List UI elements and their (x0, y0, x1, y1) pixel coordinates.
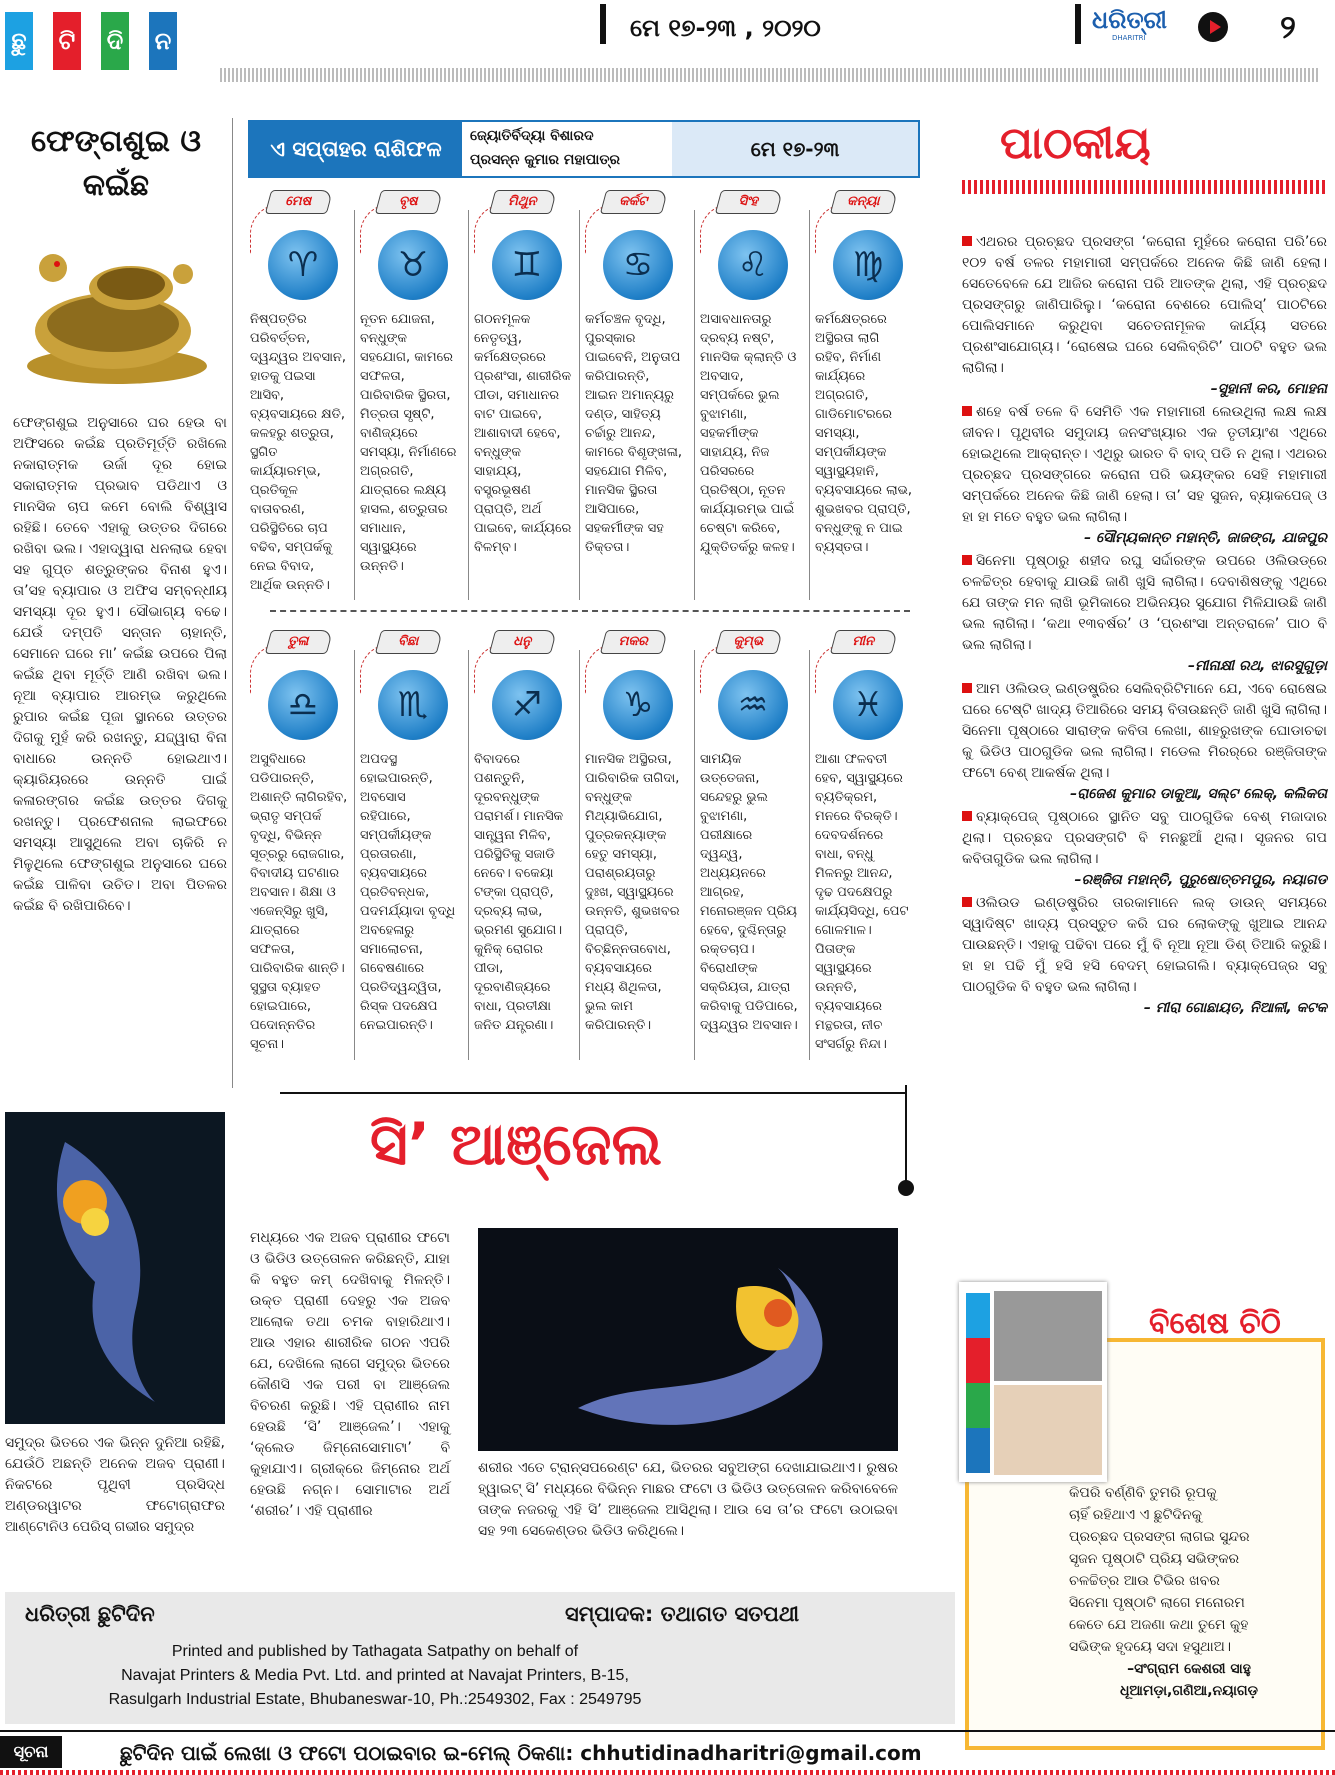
zodiac-forecast: ଅସାବଧାନତାରୁ ଦ୍ରବ୍ୟ ନଷ୍ଟ, ମାନସିକ କ୍ଲାନ୍ତି ଓ ଅବସାଦ, ସମ୍ପର୍କରେ ଭୁଲ ବୁଝାମଣା, ସହକର୍ମୀଙ୍କ ସାହାଯ୍ୟ, ନିଜ ପରିସରରେ ପ୍ରତିଷ୍ଠା, ନୂତନ କାର୍ଯ୍ୟାରମ୍ଭ ପାଇଁ ଚେଷ୍ଟା କରିବେ, ଯୁକ୍ତିତର୍କରୁ କଳହ। (700, 312, 797, 555)
masthead (0, 0, 1335, 70)
zodiac-symbol-icon: ♑ (603, 670, 673, 740)
zodiac-column-divider (354, 210, 355, 600)
brand-logo: ଧରିତ୍ରୀ (1092, 6, 1167, 34)
zodiac-sign-8 (360, 630, 470, 770)
poem-line: କେତେ ଯେ ଅଜଣା କଥା ତୁମେ କୁହ (1069, 1617, 1249, 1633)
imprint-line: Navajat Printers & Media Pvt. Ltd. and printed at Navajat Printers, B-15, (121, 1667, 629, 1684)
poem-line: ସଭିଙ୍କ ହୃଦୟେ ସଦା ହସୁଥାଅ। (1069, 1639, 1232, 1655)
issue-date: ମେ ୧୭-୨୩ , ୨୦୨୦ (630, 14, 821, 42)
zodiac-name: ମେଷ (265, 190, 333, 214)
zodiac-name: କୁମ୍ଭ (715, 630, 783, 654)
footer-brand: ଧରିତ୍ରୀ ଛୁଟିଦିନ (25, 1602, 155, 1626)
zodiac-sign-12 (815, 630, 925, 770)
special-letter-title: ବିଶେଷ ଚିଠି (1149, 1306, 1281, 1341)
letter-6-by: – ମୀରା ଗୋଛାୟତ, ନିଆଳୀ, କଟକ (1143, 1000, 1327, 1016)
bullet-icon (962, 897, 972, 907)
zodiac-symbol-icon: ♎ (268, 670, 338, 740)
footer-editor: ସମ୍ପାଦକ: ତଥାଗତ ସତପଥୀ (565, 1602, 800, 1626)
zodiac-sign-4 (585, 190, 695, 330)
special-poem (1069, 1482, 1309, 1702)
notice-label: ସୂଚନା (0, 1736, 62, 1768)
zodiac-column-divider (468, 210, 469, 600)
poem-line: ସୃଜନ ପୃଷ୍ଠାଟି ପ୍ରିୟ ସଭିଙ୍କର (1069, 1551, 1240, 1567)
zodiac-sign-2 (360, 190, 470, 330)
zodiac-forecast: ଅପଦସ୍ଥ ହୋଇପାରନ୍ତି, ଅବସୋସ ରହିପାରେ, ସମ୍ପର୍କୀୟଙ୍କ ପ୍ରତାରଣା, ବ୍ୟବସାୟରେ ପ୍ରତିବନ୍ଧକ, ପଦମର୍ଯ୍ୟାଦା ବୃଦ୍ଧି ଅବହେଳାରୁ ସମାଲୋଚନା, ଗବେଷଣାରେ ପ୍ରତିଦ୍ୱନ୍ଦ୍ୱିତା, ରିସ୍କ ପଦକ୍ଷେପ ନେଇପାରନ୍ତି। (360, 752, 456, 1033)
bullet-icon (962, 683, 972, 693)
zodiac-name: ମକର (600, 630, 668, 654)
horoscope-title: ଏ ସପ୍ତାହର ରାଶିଫଳ (250, 122, 462, 176)
zodiac-forecast: ନିଷ୍ପତ୍ତିର ପରିବର୍ତ୍ତନ, ଦ୍ୱନ୍ଦ୍ୱର ଅବସାନ, ହାତକୁ ପଇସା ଆସିବ, ବ୍ୟବସାୟରେ କ୍ଷତି, କଳହରୁ ଶତ୍ରୁତା, ସ୍ଥଗିତ କାର୍ଯ୍ୟାରମ୍ଭ, ପ୍ରତିକୂଳ ବାତାବରଣ, ପରିସ୍ଥିତିରେ ଚାପ ବଢିବ, ସମ୍ପର୍କକୁ ନେଇ ବିବାଦ, ଆର୍ଥିକ ଉନ୍ନତି। (250, 312, 347, 593)
angel-divider (905, 1085, 907, 1185)
zodiac-forecast: ମାନସିକ ଅସ୍ଥିରତା, ପାରିବାରିକ ତାଗିଦା, ବନ୍ଧୁଙ୍କ ମିଥ୍ୟାଭିଯୋଗ, ପୁତ୍ରକନ୍ୟାଙ୍କ ହେତୁ ସମସ୍ୟା, ପରାଶ୍ରୟତାରୁ ଦୁଃଖ, ସ୍ୱାସ୍ଥ୍ୟରେ ଉନ୍ନତି, ଶୁଭଖବର ପ୍ରାପ୍ତି, ବିଚ୍ଛିନ୍ନତାବୋଧ, ବ୍ୟବସାୟରେ ମଧ୍ୟ ଶିଥିଳତା, ଭୁଲ କାମ କରିପାରନ୍ତି। (585, 752, 680, 1033)
cover-photo (994, 1291, 1102, 1381)
zodiac-sign-1 (250, 190, 360, 330)
zodiac-symbol-icon: ♊ (492, 230, 562, 300)
page-number: ୨ (1280, 8, 1296, 46)
poem-line: ସିନେମା ପୃଷ୍ଠାଟି ଲାଗେ ମନୋରମ (1069, 1595, 1245, 1611)
poem-line: ଚଳଚ୍ଚିତ୍ର ଆଉ ଟିଭିର ଖବର (1069, 1573, 1220, 1589)
cover-photo-2 (994, 1385, 1102, 1475)
angel-text-middle: ମଧ୍ୟରେ ଏକ ଅଜବ ପ୍ରାଣୀର ଫଟୋ ଓ ଭିଡିଓ ଉତ୍ତୋଳନ କରିଛନ୍ତି, ଯାହା କି ବହୁତ କମ୍ ଦେଖିବାକୁ ମିଳନ୍ତି। ଉକ୍ତ ପ୍ରାଣୀ ଦେହରୁ ଏକ ଅଜବ ଆଲୋକ ତଥା ଚମକ ବାହାରିଥାଏ। ଆଉ ଏହାର ଶାରୀରିକ ଗଠନ ଏପରି ଯେ, ଦେଖିଲେ ଲାଗେ ସମୁଦ୍ର ଭିତରେ କୌଣସି ଏକ ପରୀ ବା ଆଞ୍ଜେଲ ବିଚରଣ କରୁଛି। ଏହି ପ୍ରାଣୀର ନାମ ହେଉଛି ‘ସି’ ଆଞ୍ଜେଲ’। ଏହାକୁ ‘କ୍ଲେଡ ଜିମ୍ନୋସୋମାଟା’ ବି କୁହାଯାଏ। ଗ୍ରୀକ୍‌ରେ ଜିମ୍ନୋର ଅର୍ଥ ହେଉଛି ନଗ୍ନ। ସୋମାଟାର ଅର୍ଥ ‘ଶରୀର’। ଏହି ପ୍ରାଣୀର (250, 1230, 450, 1519)
sea-angel-title: ସି’ ଆଞ୍ଜେଲ (370, 1110, 662, 1178)
zodiac-symbol-icon: ♌ (718, 230, 788, 300)
turtle-image (13, 226, 221, 391)
fengshui-body: ଫେଙ୍ଗଶୁଇ ଅନୁସାରେ ଘର ହେଉ ବା ଅଫିସରେ କଇଁଛ ପ୍ରତିମୂର୍ତ୍ତି ରଖିଲେ ନକାରାତ୍ମକ ଉର୍ଜା ଦୂର ହୋଇ ସକାରାତ୍ମକ ପ୍ରଭାବ ପଡିଥାଏ ଓ ମାନସିକ ଚାପ କମେ ବୋଲି ବିଶ୍ୱାସ ରହିଛି। ତେବେ ଏହାକୁ ଉତ୍ତର ଦିଗରେ ରଖିବା ଭଲ। ଏହାଦ୍ୱାରା ଧନଲାଭ ହେବା ସହ ଗୁପ୍ତ ଶତ୍ରୁଙ୍କର ବିନାଶ ହୁଏ। ତା’ସହ ବ୍ୟାପାର ଓ ଅଫିସ ସମ୍ବନ୍ଧୀୟ ସମସ୍ୟା ଦୂର ହୁଏ। ସୌଭାଗ୍ୟ ବଢେ। ଯେଉଁ ଦମ୍ପତି ସନ୍ତାନ ଚାହାନ୍ତି, ସେମାନେ ଘରେ ମା’ କଇଁଛ ଉପରେ ପିଲା କଇଁଛ ଥିବା ମୂର୍ତ୍ତି ଆଣି ରଖିବା ଭଲ। ନୂଆ ବ୍ୟାପାର ଆରମ୍ଭ କରୁଥିଲେ ରୁପାର କଇଁଛ ପୂଜା ସ୍ଥାନରେ ଉତ୍ତର ଦିଗକୁ ମୁହଁ କରି ରଖନ୍ତୁ, ଯଦ୍ଦ୍ୱାରା ବିନା ବାଧାରେ ଉନ୍ନତି ହୋଇଥାଏ। କ୍ୟାରିୟରରେ ଉନ୍ନତି ପାଇଁ କଳାରଙ୍ଗର କଇଁଛ ଉତ୍ତର ଦିଗକୁ ରଖନ୍ତୁ। ପ୍ରଫେଶନାଲ ଲାଇଫରେ ସମସ୍ୟା ଆସୁଥିଲେ ଅବା ଚାକିରି ନ ମିଳୁଥିଲେ ଫେଙ୍ଗଶୁଇ ଅନୁସାରେ ଘରେ କଇଁଛ ପାଳିବା ଉଚିତ। ଅବା ପିତଳର କଇଁଛ ବି ରଖିପାରିବେ। (13, 415, 227, 914)
bullet-icon (962, 236, 972, 246)
zodiac-column-divider (354, 650, 355, 1060)
brand-divider (1075, 4, 1081, 44)
special-letter-place: ଧୂଆମଡ଼ା,ଗଣିଆ,ନୟାଗଡ଼ (1119, 1683, 1259, 1699)
zodiac-sign-11 (700, 630, 810, 770)
angel-rule-dot (898, 1180, 914, 1196)
zodiac-column-divider (468, 650, 469, 1060)
fengshui-divider (232, 118, 233, 1088)
imprint-line: Rasulgarh Industrial Estate, Bhubaneswar-10, Ph.:2549302, Fax : 2549795 (108, 1691, 642, 1708)
fengshui-title: ଫେଙ୍ଗଶୁଇ ଓ କଇଁଛ (30, 124, 202, 203)
header-rule (220, 68, 1320, 82)
zodiac-column-divider (579, 650, 580, 1060)
imprint-line: Printed and published by Tathagata Satpathy on behalf of (171, 1643, 579, 1660)
horoscope-author-line1: ଜ୍ୟୋତିର୍ବିଦ୍ୟା ବିଶାରଦ (470, 128, 594, 144)
zodiac-sign-6 (815, 190, 925, 330)
zodiac-column-divider (579, 210, 580, 600)
cover-logo-strip (966, 1293, 990, 1473)
letter-1-text: ଏଥରର ପ୍ରଚ୍ଛଦ ପ୍ରସଙ୍ଗ ‘କରୋନା ମୁହଁରେ କରୋନା ପରି’ରେ ୧୦୨ ବର୍ଷ ତଳର ମହାମାରୀ ସମ୍ପର୍କରେ ଅନେକ କିଛି ଜାଣି ହେଲା। ସେତେବେଳେ ଯେ ଆଜିର କରୋନା ପରି ଆତଙ୍କ ଥିଲା, ଏହି ପ୍ରଚ୍ଛଦ ପ୍ରସଙ୍ଗରୁ ଜାଣିପାରିଲୁ। ‘କରୋନା ବେଶରେ ପୋଲିସ୍’ ପାଠଟିରେ ପୋଲିସମାନେ କରୁଥିବା ସଚେତନାମୂଳକ କାର୍ଯ୍ୟ ସତରେ ପ୍ରଶଂସାଯୋଗ୍ୟ। ‘ରୋଷେଇ ଘରେ ସେଲିବ୍ରିଟି’ ପାଠଟି ବହୁତ ଭଲ ଲାଗିଲା। (962, 234, 1327, 376)
zodiac-column-divider (694, 650, 695, 1060)
angel-text-right: ଶରୀର ଏତେ ଟ୍ରାନ୍ସପରେଣ୍ଟ ଯେ, ଭିତରର ସବୁଅଙ୍ଗ ଦେଖାଯାଇଥାଏ। ରୁଷର ହ୍ୱାଇଟ୍ ସି’ ମଧ୍ୟରେ ବିଭିନ୍ନ ମାଛର ଫଟୋ ଓ ଭିଡିଓ ଉତ୍ତୋଳନ କରିବାବେଳେ ତାଙ୍କ ନଜରକୁ ଏହି ସି’ ଆଞ୍ଜେଲ ଆସିଥିଲା। ଆଉ ସେ ତା’ର ଫଟୋ ଉଠାଇବା ସହ ୨୩ ସେକେଣ୍ଡର ଭିଡିଓ କରିଥିଲେ। (478, 1460, 898, 1539)
poem-line: ପ୍ରଚ୍ଛଦ ପ୍ରସଙ୍ଗ ଲାଗଇ ସୁନ୍ଦର (1069, 1529, 1250, 1545)
special-letter-by: –ସଂଗ୍ରାମ କେଶରୀ ସାହୁ (1127, 1661, 1251, 1677)
footer-rule (0, 1730, 1335, 1732)
zodiac-forecast: ଆଶା ଫଳବତୀ ହେବ, ସ୍ୱାସ୍ଥ୍ୟରେ ବ୍ୟତିକ୍ରମ, ମନରେ ବିରକ୍ତି। ଦେବଦର୍ଶନରେ ବାଧା, ବନ୍ଧୁ ମିଳନରୁ ଆନନ୍ଦ, ଦୃଢ ପଦକ୍ଷେପରୁ କାର୍ଯ୍ୟସିଦ୍ଧି, ପେଟ ଗୋଳମାଳ। ପିତାଙ୍କ ସ୍ୱାସ୍ଥ୍ୟରେ ଉନ୍ନତି, ବ୍ୟବସାୟରେ ମନ୍ଥରତା, ନୀଚ ସଂସର୍ଗରୁ ନିନ୍ଦା। (815, 752, 909, 1052)
notice-email[interactable]: ଛୁଟିଦିନ ପାଇଁ ଲେଖା ଓ ଫଟୋ ପଠାଇବାର ଇ-ମେଲ୍ ଠିକଣା: chhutidinadharitri@gmail.com (120, 1741, 922, 1765)
angel-top-rule (280, 1092, 905, 1094)
play-icon (1198, 12, 1228, 42)
zodiac-symbol-icon: ♏ (378, 670, 448, 740)
letter-5-text: ବ୍ୟାକ୍‌ପେଜ୍ ପୃଷ୍ଠାରେ ସ୍ଥାନିତ ସବୁ ପାଠଗୁଡିକ ବେଶ୍ ମଜାଦାର ଥିଲା। ପ୍ରଚ୍ଛଦ ପ୍ରସଙ୍ଗଟି ବି ମନଛୁଆଁ ଥିଲା। ସୃଜନର ଗପ କବିତାଗୁଡିକ ଭଲ ଲାଗିଲା। (962, 809, 1327, 867)
zodiac-forecast: ଗଠନମୂଳକ ନେତୃତ୍ୱ, କର୍ମକ୍ଷେତ୍ରରେ ପ୍ରଶଂସା, ଶାରୀରିକ ପୀଡା, ସମାଧାନର ବାଟ ପାଇବେ, ଆଶାବାଦୀ ହେବେ, ବନ୍ଧୁଙ୍କ ସାହାଯ୍ୟ, ବସ୍ତ୍ରଭୂଷଣ ପ୍ରାପ୍ତି, ଅର୍ଥ ପାଇବେ, କାର୍ଯ୍ୟରେ ବିଳମ୍ବ। (474, 312, 572, 555)
zodiac-forecast: ଅସୁବିଧାରେ ପଡିପାରନ୍ତି, ଅଶାନ୍ତି ଲାଗିରହିବ, ଭ୍ରାତୃ ସମ୍ପର୍କ ବୃଦ୍ଧି, ବିଭିନ୍ନ ସୂତ୍ରରୁ ରୋଜଗାର, ବିବାଦୀୟ ଘଟଣାର ଅବସାନ। ଶିକ୍ଷା ଓ ଏଜେନ୍ସିରୁ ଖୁସି, ଯାତ୍ରାରେ ସଫଳତା, ପାରିବାରିକ ଶାନ୍ତି। ସୁସ୍ଥତା ବ୍ୟାହତ ହୋଇପାରେ, ପଦୋନ୍ନତିର ସୂଚନା। (250, 752, 348, 1052)
zodiac-name: ତୁଳା (265, 630, 333, 654)
horoscope-dates: ମେ ୧୭-୨୩ (672, 122, 918, 176)
bullet-icon (962, 811, 972, 821)
zodiac-symbol-icon: ♓ (833, 670, 903, 740)
bullet-icon (962, 555, 972, 565)
bullet-icon (962, 406, 972, 416)
logo-letter-1: ଛୁ (5, 12, 33, 70)
letter-5-by: –ରଞ୍ଜିତା ମହାନ୍ତି, ପୁରୁଷୋତ୍ତମପୁର, ନୟାଗଡ (1074, 872, 1327, 888)
horoscope-author-line2: ପ୍ରସନ୍ନ କୁମାର ମହାପାତ୍ର (470, 152, 620, 168)
imprint-box (5, 1592, 955, 1724)
readers-title-rule (962, 180, 1327, 194)
sea-angel-photo-main (478, 1228, 898, 1451)
poem-line: କିପରି ବର୍ଣ୍ଣିବି ତୁମରି ରୂପକୁ (1069, 1485, 1217, 1501)
special-letter-box (965, 1306, 1325, 1750)
zodiac-name: ମିଥୁନ (489, 190, 557, 214)
imprint-text (5, 1640, 745, 1712)
letter-1-by: –ସୁହାନୀ କର, ମୋହନା (1210, 381, 1327, 397)
zodiac-column-divider (694, 210, 695, 600)
zodiac-name: କନ୍ୟା (830, 190, 898, 214)
logo-letter-3: ଦି (101, 12, 129, 70)
zodiac-symbol-icon: ♐ (492, 670, 562, 740)
brand-logo-sub: DHARITRI (1112, 34, 1146, 42)
zodiac-name: କର୍କଟ (600, 190, 668, 214)
zodiac-forecast: ବିବାଦରେ ପଶନ୍ତୁନି, ଦୂରବନ୍ଧୁଙ୍କ ପରାମର୍ଶ। ମାନସିକ ସାନ୍ତ୍ୱନା ମିଳିବ, ପରିସ୍ଥିତିକୁ ସଜାଡି ନେବେ। ବକେୟା ଟଙ୍କା ପ୍ରାପ୍ତି, ଦ୍ରବ୍ୟ ଲାଭ, ଭ୍ରମଣ ସୁଯୋଗ। କୁନିକ୍ ରୋଗର ପୀଡା, ଦୂରବାଣିଜ୍ୟରେ ବାଧା, ପ୍ରତୀକ୍ଷା ଜନିତ ଯନ୍ତ୍ରଣା। (474, 752, 564, 1033)
readers-letters (962, 232, 1327, 1021)
zodiac-column-divider (809, 210, 810, 600)
zodiac-name: ସିଂହ (715, 190, 783, 214)
zodiac-symbol-icon: ♉ (378, 230, 448, 300)
zodiac-name: ବୃଷ (375, 190, 443, 214)
zodiac-symbol-icon: ♋ (603, 230, 673, 300)
poem-line: ଚାହିଁ ରହିଥାଏ ଏ ଛୁଟିଦିନକୁ (1069, 1507, 1202, 1523)
zodiac-name: ବିଛା (375, 630, 443, 654)
zodiac-symbol-icon: ♈ (268, 230, 338, 300)
zodiac-sign-9 (474, 630, 584, 770)
letter-4-text: ଆମ ଓଲିଉଡ୍ ଇଣ୍ଡଷ୍ଟ୍ରିର ସେଲିବ୍ରିଟିମାନେ ଯେ, ଏବେ ରୋଷେଇ ଘରେ ଟେଷ୍ଟି ଖାଦ୍ୟ ତିଆରିରେ ସମୟ ବିତାଉଛନ୍ତି ଜାଣି ଖୁସି ଲାଗିଲା। ସିନେମା ପୃଷ୍ଠାରେ ସାରାଙ୍କ କବିତା ଲେଖା, ଶାହରୁଖଙ୍କ ଘୋଡାଚଢା କୁ ଭିଡିଓ ପାଠଗୁଡିକ ଭଲ ଲାଗିଲା। ମଡେଲ ମିରର୍‌ରେ ରଞ୍ଜିତାଙ୍କ ଫଟୋ ବେଶ୍ ଆକର୍ଷକ ଥିଲା। (962, 681, 1327, 781)
bottom-strip (0, 1770, 1335, 1775)
zodiac-sign-7 (250, 630, 360, 770)
zodiac-forecast: କର୍ମକ୍ଷେତ୍ରରେ ଅସ୍ଥିରତା ଲାଗି ରହିବ, ନିର୍ମାଣ କାର୍ଯ୍ୟରେ ଅଗ୍ରଗତି, ଗାଡିମୋଟରରେ ସମସ୍ୟା, ସମ୍ପର୍କୀୟଙ୍କ ସ୍ୱାସ୍ଥ୍ୟହାନି, ବ୍ୟବସାୟରେ ଲାଭ, ଶୁଭଖବର ପ୍ରାପ୍ତି, ବନ୍ଧୁଙ୍କୁ ନ ପାଇ ବ୍ୟସ୍ତତା। (815, 312, 913, 555)
zodiac-name: ମୀନ (830, 630, 898, 654)
letter-4-by: –ରାଜେଶ କୁମାର ଡାକୁଆ, ସଲ୍ଟ ଲେକ୍, କଲିକତା (1070, 786, 1327, 802)
letter-2-by: – ସୌମ୍ୟକାନ୍ତ ମହାନ୍ତି, ଜାଜଙ୍ଗ, ଯାଜପୁର (1084, 530, 1327, 546)
zodiac-sign-10 (585, 630, 695, 770)
magazine-cover-image (959, 1282, 1107, 1482)
zodiac-sign-5 (700, 190, 810, 330)
logo-letter-4: ନ (149, 12, 177, 70)
zodiac-forecast: ନୂତନ ଯୋଜନା, ବନ୍ଧୁଙ୍କ ସହଯୋଗ, କାମରେ ସଫଳତା, ପାରିବାରିକ ସ୍ଥିରତା, ମିତ୍ରତା ସୃଷ୍ଟି, ବାଣିଜ୍ୟରେ ସମସ୍ୟା, ନିର୍ମାଣରେ ଅଗ୍ରଗତି, ଯାତ୍ରାରେ ଲକ୍ଷ୍ୟ ହାସଲ, ଶତ୍ରୁତାର ସମାଧାନ, ସ୍ୱାସ୍ଥ୍ୟରେ ଉନ୍ନତି। (360, 312, 457, 574)
angel-text-left: ସମୁଦ୍ର ଭିତରେ ଏକ ଭିନ୍ନ ଦୁନିଆ ରହିଛି, ଯେଉଁଠି ଅଛନ୍ତି ଅନେକ ଅଜବ ପ୍ରାଣୀ। ନିକଟରେ ପୃଥିବୀ ପ୍ରସିଦ୍ଧ ଅଣ୍ଡରୱାଟର ଫଟୋଗ୍ରାଫର ଆଣ୍ଟୋନିଓ ପେରିସ୍ ଗଭୀର ସମୁଦ୍ର (5, 1435, 225, 1535)
readers-title: ପାଠକୀୟ (1000, 118, 1151, 169)
horoscope-row-divider (270, 610, 910, 612)
letter-6-text: ଓଲିଉଡ ଇଣ୍ଡଷ୍ଟ୍ରିର ତାରକାମାନେ ଲକ୍ ଡାଉନ୍ ସମୟରେ ସ୍ୱାଦିଷ୍ଟ ଖାଦ୍ୟ ପ୍ରସ୍ତୁତ କରି ଘର ଲୋକଙ୍କୁ ଖୁଆଇ ଆନନ୍ଦ ପାଉଛନ୍ତି। ଏହାକୁ ପଢିବା ପରେ ମୁଁ ବି ନୂଆ ନୂଆ ଡିଶ୍ ତିଆରି କରୁଛି। ହା ହା ପଢି ମୁଁ ହସି ହସି ବେଦମ୍ ହୋଇଗଲି। ବ୍ୟାକ୍‌ପେଜ୍‌ର ସବୁ ପାଠଗୁଡିକ ବି ବହୁତ ଭଲ ଲାଗିଲା। (962, 895, 1327, 995)
zodiac-sign-3 (474, 190, 584, 330)
letter-3-by: –ମୀନାକ୍ଷୀ ରଥ, ଝାରସୁଗୁଡ଼ା (1187, 658, 1327, 674)
date-divider (600, 4, 606, 44)
zodiac-symbol-icon: ♒ (718, 670, 788, 740)
zodiac-column-divider (809, 650, 810, 1060)
letter-3-text: ସିନେମା ପୃଷ୍ଠାରୁ ଶହୀଦ ରଘୁ ସର୍ଦ୍ଦାରଙ୍କ ଉପରେ ଓଲିଉଡ୍‌ରେ ଚଳଚ୍ଚିତ୍ର ହେବାକୁ ଯାଉଛି ଜାଣି ଖୁସି ଲାଗିଲା। ଦେବାଶିଷଙ୍କୁ ଏଥିରେ ଯେ ତାଙ୍କ ମନ ଲାଖି ଭୂମିକାରେ ଅଭିନୟର ସୁଯୋଗ ମିଳିଯାଉଛି ଜାଣି ଭଲ ଲାଗିଲା। ‘କଥା ୧୩ବର୍ଷର’ ଓ ‘ପ୍ରଶଂସା ଅନ୍ତରାଳେ’ ପାଠ ବି ଭଲ ଲାଗିଲା। (962, 553, 1327, 653)
zodiac-forecast: ସାମୟିକ ଉତ୍ତେଜନା, ସନ୍ଦେହରୁ ଭୁଲ ବୁଝାମଣା, ପରୀକ୍ଷାରେ ଦ୍ୱନ୍ଦ୍ୱ, ଅଧ୍ୟୟନରେ ଆଗ୍ରହ, ମନୋରଞ୍ଜନ ପ୍ରିୟ ହେବେ, ଦୁଶ୍ଚିନ୍ତାରୁ ରକ୍ତଚାପ। ବିରୋଧୀଙ୍କ ସକ୍ରିୟତା, ଯାତ୍ରା କରିବାକୁ ପଡିପାରେ, ଦ୍ୱନ୍ଦ୍ୱର ଅବସାନ। (700, 752, 798, 1033)
zodiac-name: ଧନୁ (489, 630, 557, 654)
logo-letter-2: ଟି (53, 12, 81, 70)
fengshui-column (5, 120, 227, 917)
zodiac-forecast: କର୍ମଚଞ୍ଚଳ ବୃଦ୍ଧି, ପୁରସ୍କାର ପାଇବେନି, ଅନୁତାପ କରିପାରନ୍ତି, ଆଇନ ଅମାନ୍ୟରୁ ଦଣ୍ଡ, ସାହିତ୍ୟ ଚର୍ଚ୍ଚାରୁ ଆନନ୍ଦ, କାମରେ ବିଶୃଙ୍ଖଳା, ସହଯୋଗ ମିଳିବ, ମାନସିକ ସ୍ଥିରତା ଆସିପାରେ, ସହକର୍ମୀଙ୍କ ସହ ତିକ୍ତତା। (585, 312, 682, 555)
horoscope-header (248, 120, 920, 178)
zodiac-symbol-icon: ♍ (833, 230, 903, 300)
letter-2-text: ଶହେ ବର୍ଷ ତଳେ ବି ସେମିତି ଏକ ମହାମାରୀ ଲେଉଥିଲା ଲକ୍ଷ ଲକ୍ଷ ଜୀବନ। ପୃଥିବୀର ସମୁଦାୟ ଜନସଂଖ୍ୟାର ଏକ ତୃତୀୟାଂଶ ଏଥିରେ ହୋଇଥିଲେ ଆକ୍ରାନ୍ତ। ଏଥିରୁ ଭାରତ ବି ବାଦ୍ ପଡି ନ ଥିଲା। ଏଥରର ପ୍ରଚ୍ଛଦ ପ୍ରସଙ୍ଗରେ କରୋନା ପରି ଭୟଙ୍କର ସେହି ମହାମାରୀ ସମ୍ପର୍କରେ ଅନେକ କିଛି ଜାଣି ହେଲା। ତା’ ସହ ସୁଜନ, ବ୍ୟାକପେଜ୍ ଓ ହା ହା ମତେ ବହୁତ ଭଲ ଲାଗିଲା। (962, 404, 1327, 525)
sea-angel-photo-left (5, 1112, 225, 1424)
